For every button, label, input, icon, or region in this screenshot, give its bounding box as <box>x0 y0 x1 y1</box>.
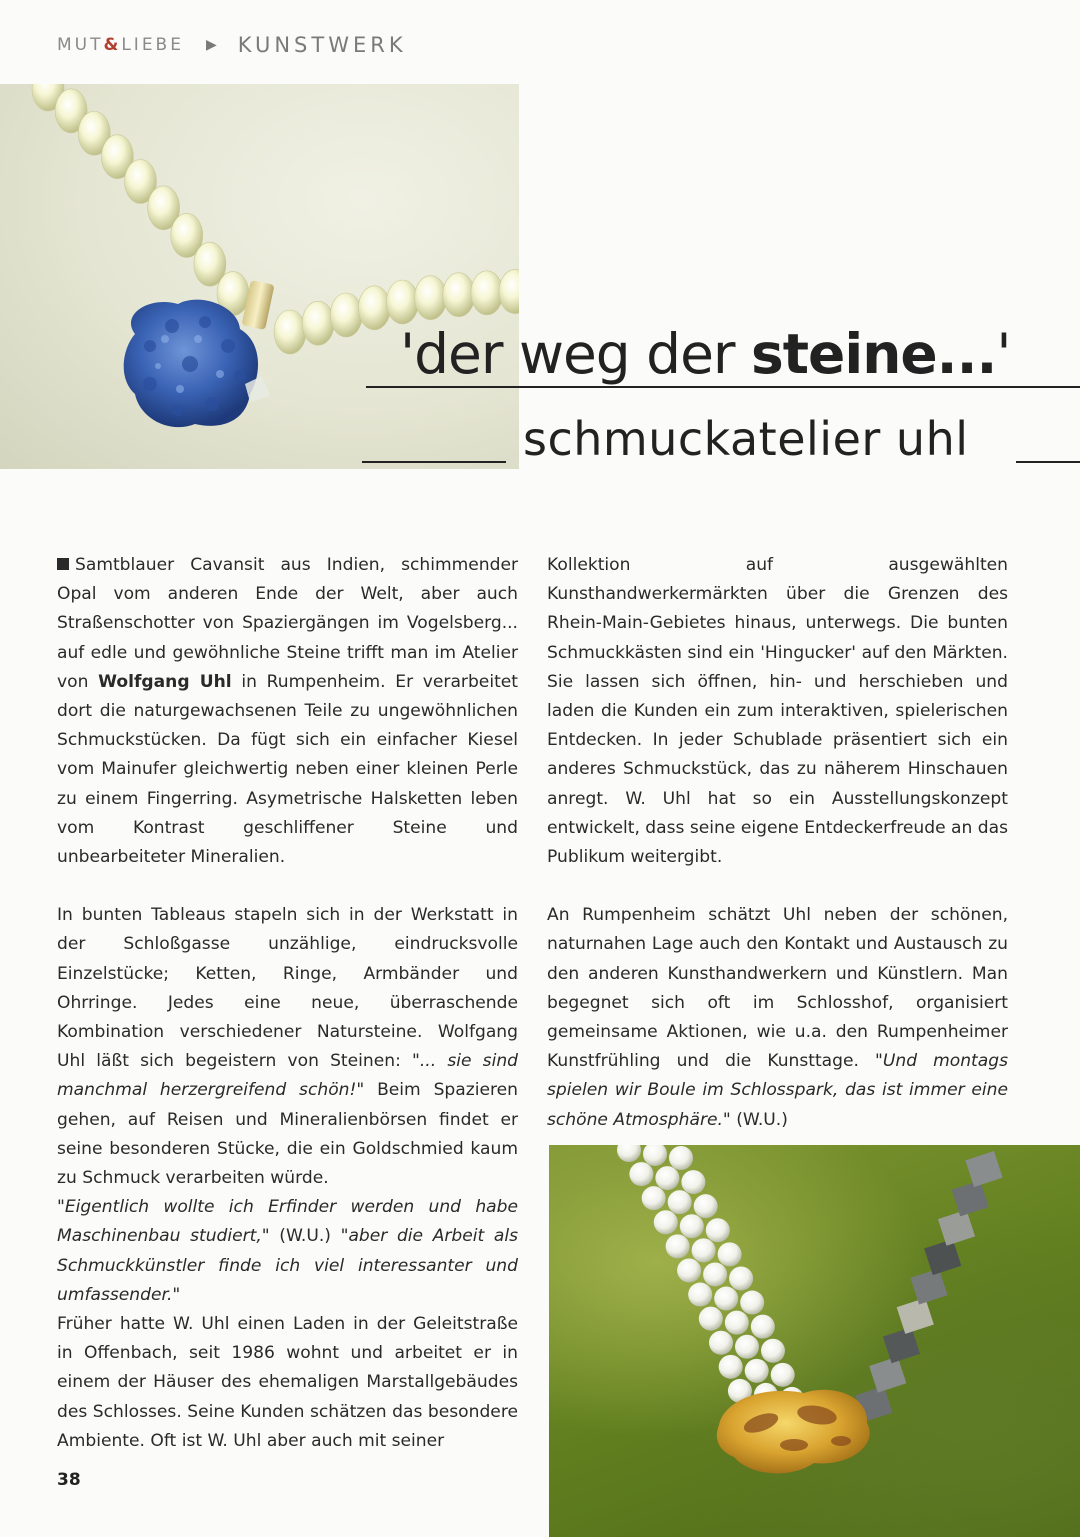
paragraph-workshop <box>57 901 518 1193</box>
quote-text: "... sie sind manchmal herzergreifend schön!" <box>57 1051 518 1101</box>
pearl-bead <box>387 280 419 324</box>
pearl-bead <box>499 270 519 314</box>
paragraph-text: An Rumpenheim schätzt Uhl neben der schönen, naturnahen Lage auch den Kontakt und Austausch zu den anderen Kunsthandwerkern und Künstlern. Man begegnet sich oft im Schlosshof, organisiert gemeinsame Aktionen, wie u.a. den Rumpenheimer Kunstfrühling und die Kunsttage. <box>547 905 1008 1072</box>
section-prefix <box>57 35 184 55</box>
paragraph-rumpenheim <box>547 901 1008 1135</box>
stone-cube <box>938 1210 975 1246</box>
pearl-bead <box>617 1145 641 1162</box>
pearl-bead <box>668 1190 692 1214</box>
section-name: KUNSTWERK <box>237 33 407 57</box>
pearl-bead <box>677 1258 701 1282</box>
stone-cube <box>952 1180 989 1216</box>
stone-cube <box>869 1357 906 1393</box>
pearl-bead <box>629 1162 653 1186</box>
paragraph-text: Samtblauer Cavansit aus Indien, schimmender Opal vom anderen Ende der Welt, aber auch Straßenschotter von Spaziergängen im Vogelsberg... auf edle und gewöhnliche Steine trifft man im Atelier von <box>57 555 518 692</box>
section-header <box>57 30 407 60</box>
pearl-bead <box>274 310 306 354</box>
pearl-bead <box>718 1242 742 1266</box>
pearl-bead <box>302 301 334 345</box>
subtitle-rule-right <box>1016 461 1080 463</box>
pearl-bead <box>745 1359 769 1383</box>
pearl-bead <box>330 293 362 337</box>
pearl-bead <box>761 1339 785 1363</box>
paragraph-history <box>57 1310 518 1456</box>
title-underline <box>366 386 1080 388</box>
pearl-bead <box>415 276 447 320</box>
pearl-bead <box>642 1186 666 1210</box>
section-amp: & <box>103 35 122 55</box>
pearl-necklace-illustration <box>0 84 519 469</box>
pearl-bead <box>694 1194 718 1218</box>
paragraph-text: in Rumpenheim. Er verarbeitet dort die naturgewachsenen Teile zu ungewöhnlichen Schmuckstücken. Da fügt sich ein einfacher Kiesel vom Mainufer gleichwertig neben einer kleinen Perle zu einem Fingerring. Asymetrische Halsketten leben vom Kontrast geschliffener Steine und unbearbeiteter Mineralien. <box>57 671 518 868</box>
quote-text: "Und montags spielen wir Boule im Schlosspark, das ist immer eine schöne Atmosphäre." <box>547 1051 1008 1130</box>
quote-text: "Eigentlich wollte ich Erfinder werden und habe Maschinenbau studiert," <box>57 1197 518 1247</box>
pearl-bead <box>681 1170 705 1194</box>
amber-necklace-illustration <box>549 1145 1080 1537</box>
pearl-bead <box>771 1363 795 1387</box>
title-close-quote: ' <box>996 322 1011 386</box>
pearl-bead <box>735 1335 759 1359</box>
pearl-bead <box>655 1166 679 1190</box>
pearl-bead <box>692 1238 716 1262</box>
article-subtitle: schmuckatelier uhl <box>523 412 969 466</box>
pearl-bead <box>654 1210 678 1234</box>
pearl-bead <box>666 1234 690 1258</box>
paragraph-text: Kollektion auf ausgewählten Kunsthandwerkermärkten über die Grenzen des Rhein-Main-Gebietes hinaus, unterwegs. Die bunten Schmuckkästen sind ein 'Hingucker' auf den Märkten. Sie lassen sich öffnen, hin- und herschieben und laden die Kunden ein zum interaktiven, spielerischen Entdecken. In jeder Schublade präsentiert sich ein anderes Schmuckstück, das zu näherem Hinschauen anregt. W. Uhl hat so ein Ausstellungskonzept entwickelt, dass seine eigene Entdeckerfreude an das Publikum weitergibt. <box>547 555 1008 868</box>
subtitle-rule-left <box>362 461 506 463</box>
top-photo <box>0 84 519 469</box>
pearl-bead <box>729 1266 753 1290</box>
stone-cube <box>883 1327 920 1363</box>
stone-cube <box>924 1239 961 1275</box>
pearl-bead <box>358 286 390 330</box>
pearl-bead <box>709 1331 733 1355</box>
pearl-bead <box>725 1311 749 1335</box>
paragraph-intro <box>57 551 518 872</box>
pearl-bead <box>699 1307 723 1331</box>
bottom-photo <box>549 1145 1080 1537</box>
artist-name: Wolfgang Uhl <box>98 671 232 692</box>
pearl-bead <box>680 1214 704 1238</box>
text-column-right <box>547 551 1008 1135</box>
section-prefix-mut: MUT <box>57 35 104 55</box>
pearl-bead <box>751 1315 775 1339</box>
text-column-left <box>57 551 518 1456</box>
pearl-bead <box>703 1262 727 1286</box>
pearl-bead <box>714 1287 738 1311</box>
paragraph-text: In bunten Tableaus stapeln sich in der Werkstatt in der Schloßgasse unzählige, eindrucksvolle Einzelstücke; Ketten, Ringe, Armbänder und Ohrringe. Jedes eine neue, überraschende Kombination verschiedener Natursteine. Wolfgang Uhl läßt sich begeistern von Steinen: <box>57 905 518 1072</box>
stone-cube <box>897 1298 934 1334</box>
pearl-bead <box>719 1355 743 1379</box>
article-title <box>400 322 1050 386</box>
title-bold: steine... <box>751 322 997 386</box>
section-prefix-liebe: LIEBE <box>121 35 184 55</box>
pearl-bead <box>706 1218 730 1242</box>
pearl-bead <box>643 1145 667 1166</box>
stone-cube <box>965 1151 1002 1187</box>
pearl-bead <box>669 1146 693 1170</box>
quote-attribution: (W.U.) <box>730 1109 788 1130</box>
arrow-right-icon: ▶ <box>205 37 220 53</box>
pearl-bead <box>471 271 503 315</box>
paragraph-bullet-icon <box>57 558 69 570</box>
paragraph-text: Beim Spazieren gehen, auf Reisen und Mineralienbörsen findet er seine besonderen Stücke, die ein Goldschmied kaum zu Schmuck verarbeiten würde. <box>57 1080 518 1189</box>
pearl-bead <box>740 1291 764 1315</box>
stone-cube <box>910 1269 947 1305</box>
quote-text: "aber die Arbeit als Schmuckkünstler finde ich viel interessanter und umfassender." <box>57 1226 518 1305</box>
paragraph-collection <box>547 551 1008 872</box>
paragraph-text: Früher hatte W. Uhl einen Laden in der Geleitstraße in Offenbach, seit 1986 wohnt und arbeitet er in einem der Häuser des ehemaligen Marstallgebäudes des Schlosses. Seine Kunden schätzen das besondere Ambiente. Oft ist W. Uhl aber auch mit seiner <box>57 1314 518 1451</box>
title-text: 'der weg der <box>400 322 752 386</box>
page-number: 38 <box>57 1470 81 1490</box>
quote-attribution: (W.U.) <box>269 1226 341 1247</box>
pearl-bead <box>688 1283 712 1307</box>
paragraph-quote <box>57 1193 518 1310</box>
pearl-bead <box>443 273 475 317</box>
